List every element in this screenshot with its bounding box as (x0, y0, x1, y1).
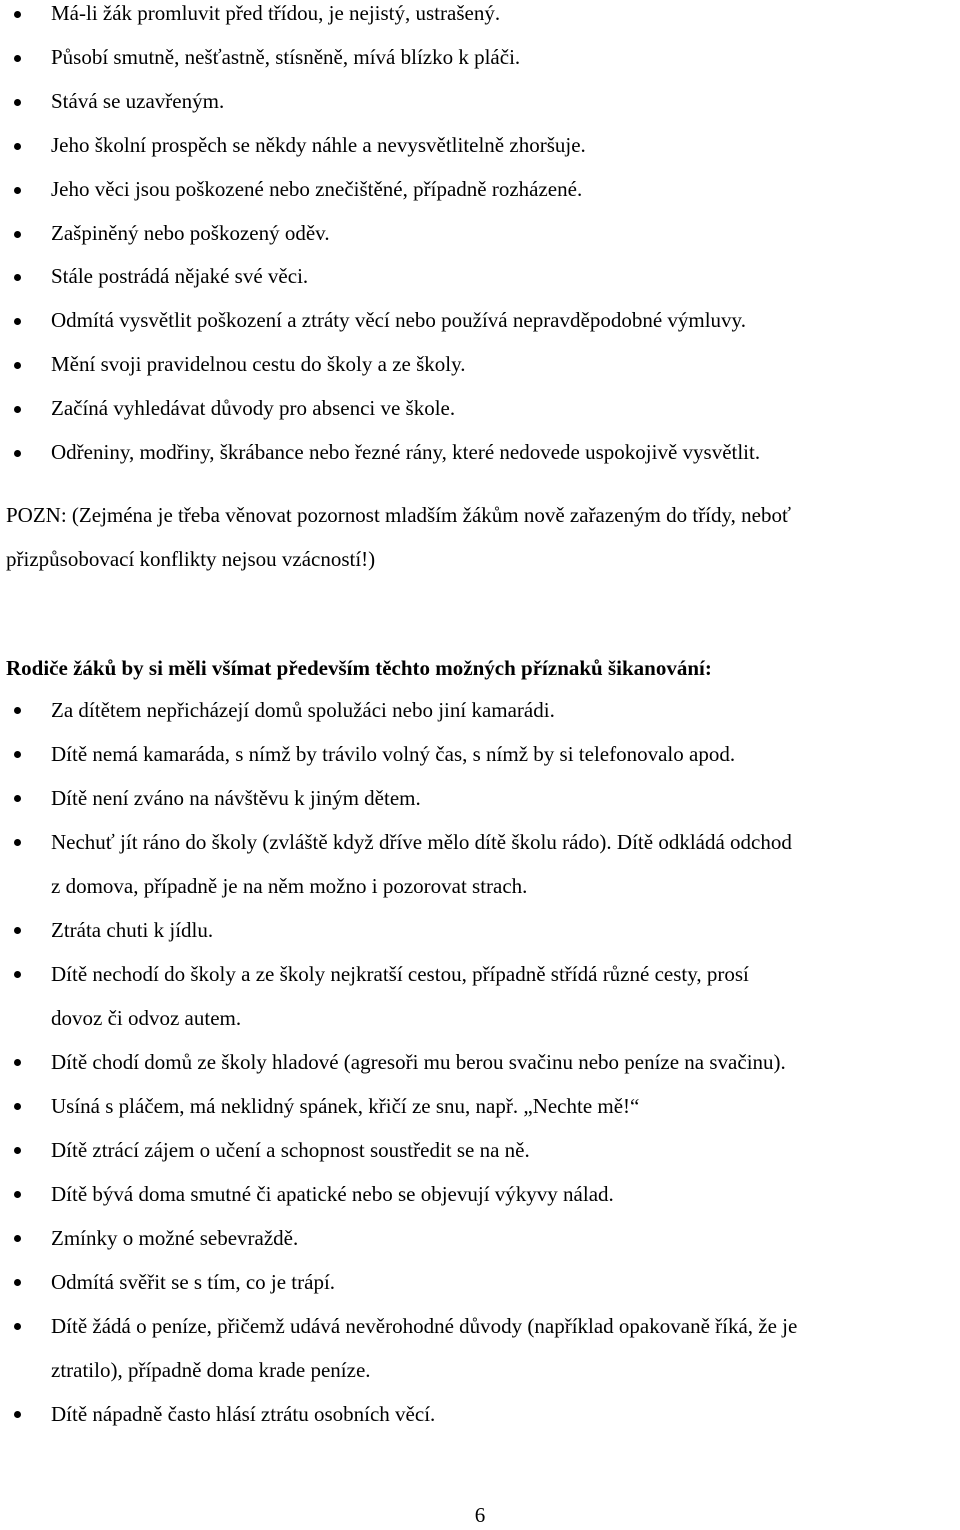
list-item-text: Ztráta chuti k jídlu. (51, 918, 214, 942)
bullet-icon (14, 707, 21, 714)
list-item-text: Jeho školní prospěch se někdy náhle a nevysvětlitelně zhoršuje. (51, 132, 586, 157)
list-item (0, 299, 960, 343)
bullet-icon (14, 1235, 21, 1242)
bullet-icon (14, 450, 21, 457)
bullet-icon (14, 362, 21, 369)
list-item (0, 952, 960, 1040)
list-item (0, 1260, 960, 1304)
note-paragraph (6, 493, 956, 581)
list-item (0, 908, 960, 952)
bullet-icon (14, 231, 21, 238)
list-item (0, 0, 960, 36)
list-item-text: Dítě nápadně často hlásí ztrátu osobních věcí. (51, 1402, 436, 1426)
bullet-icon (14, 187, 21, 194)
list-item (0, 431, 960, 475)
list-item-text-continuation: z domova, případně je na něm možno i pozorovat strach. (51, 874, 528, 898)
list-item-text: Má-li žák promluvit před třídou, je nejistý, ustrašený. (51, 1, 501, 25)
bullet-icon (14, 55, 21, 62)
list-item-text: Dítě není zváno na návštěvu k jiným dětem. (51, 786, 421, 810)
list-item (0, 36, 960, 80)
list-item (0, 212, 960, 256)
list-item (0, 688, 960, 732)
list-item-text: Začíná vyhledávat důvody pro absenci ve škole. (51, 396, 456, 421)
list-item-text: Stává se uzavřeným. (51, 88, 225, 113)
list-item-text: Dítě nemá kamaráda, s nímž by trávilo volný čas, s nímž by si telefonovalo apod. (51, 742, 736, 766)
list-item (0, 776, 960, 820)
bullet-icon (14, 1059, 21, 1066)
list-item-text: Odmítá vysvětlit poškození a ztráty věcí nebo používá nepravděpodobné výmluvy. (51, 308, 746, 333)
bullet-icon (14, 751, 21, 758)
list-item (0, 1216, 960, 1260)
list-item-text: Zašpiněný nebo poškozený oděv. (51, 220, 330, 245)
list-item-text: Odmítá svěřit se s tím, co je trápí. (51, 1270, 336, 1294)
bullet-icon (14, 795, 21, 802)
list-item-text: Za dítětem nepřicházejí domů spolužáci nebo jiní kamarádi. (51, 698, 555, 722)
list-item-text: Zmínky o možné sebevraždě. (51, 1226, 299, 1250)
list-item (0, 168, 960, 212)
list-item-text-continuation: ztratilo), případně doma krade peníze. (51, 1358, 371, 1382)
bullet-icon (14, 927, 21, 934)
bullet-icon (14, 318, 21, 325)
list-item (0, 1128, 960, 1172)
bullet-icon (14, 839, 21, 846)
list-item-text: Jeho věci jsou poškozené nebo znečištěné, případně rozházené. (51, 176, 583, 201)
list-item (0, 387, 960, 431)
parent-signs-list (0, 688, 960, 1436)
list-item-text: Dítě ztrácí zájem o učení a schopnost soustředit se na ně. (51, 1138, 530, 1162)
list-item (0, 1172, 960, 1216)
list-item (0, 1040, 960, 1084)
bullet-icon (14, 1279, 21, 1286)
page-number: 6 (474, 1503, 486, 1527)
list-item (0, 820, 960, 908)
bullet-icon (14, 143, 21, 150)
bullet-icon (14, 1323, 21, 1330)
bullet-icon (14, 971, 21, 978)
list-item (0, 1304, 960, 1392)
list-item-text: Dítě žádá o peníze, přičemž udává nevěrohodné důvody (například opakovaně říká, že je (51, 1314, 798, 1338)
bullet-icon (14, 1191, 21, 1198)
bullet-icon (14, 274, 21, 281)
list-item-text: Dítě chodí domů ze školy hladové (agresoři mu berou svačinu nebo peníze na svačinu). (51, 1050, 786, 1074)
list-item-text: Nechuť jít ráno do školy (zvláště když dříve mělo dítě školu rádo). Dítě odkládá odchod (51, 830, 792, 854)
pupil-signs-list (0, 0, 960, 475)
list-item (0, 255, 960, 299)
list-item (0, 343, 960, 387)
section-heading: Rodiče žáků by si měli všímat především těchto možných příznaků šikanování: (6, 656, 712, 680)
list-item-text: Působí smutně, nešťastně, stísněně, mívá blízko k pláči. (51, 44, 521, 69)
list-item (0, 1392, 960, 1436)
bullet-icon (14, 1147, 21, 1154)
list-item (0, 124, 960, 168)
bullet-icon (14, 1411, 21, 1418)
note-line: přizpůsobovací konflikty nejsou vzácností!) (6, 547, 376, 571)
bullet-icon (14, 406, 21, 413)
list-item-text: Usíná s pláčem, má neklidný spánek, křičí ze snu, např. „Nechte mě!“ (51, 1094, 640, 1118)
note-line: POZN: (Zejména je třeba věnovat pozornost mladším žákům nově zařazeným do třídy, neboť (6, 503, 791, 527)
list-item (0, 1084, 960, 1128)
bullet-icon (14, 99, 21, 106)
bullet-icon (14, 11, 21, 18)
list-item-text: Dítě nechodí do školy a ze školy nejkratší cestou, případně střídá různé cesty, prosí (51, 962, 749, 986)
list-item-text: Odřeniny, modřiny, škrábance nebo řezné rány, které nedovede uspokojivě vysvětlit. (51, 440, 761, 465)
list-item-text: Dítě bývá doma smutné či apatické nebo se objevují výkyvy nálad. (51, 1182, 614, 1206)
list-item (0, 732, 960, 776)
list-item-text: Mění svoji pravidelnou cestu do školy a ze školy. (51, 352, 466, 377)
bullet-icon (14, 1103, 21, 1110)
list-item (0, 80, 960, 124)
list-item-text: Stále postrádá nějaké své věci. (51, 264, 309, 289)
list-item-text-continuation: dovoz či odvoz autem. (51, 1006, 242, 1030)
